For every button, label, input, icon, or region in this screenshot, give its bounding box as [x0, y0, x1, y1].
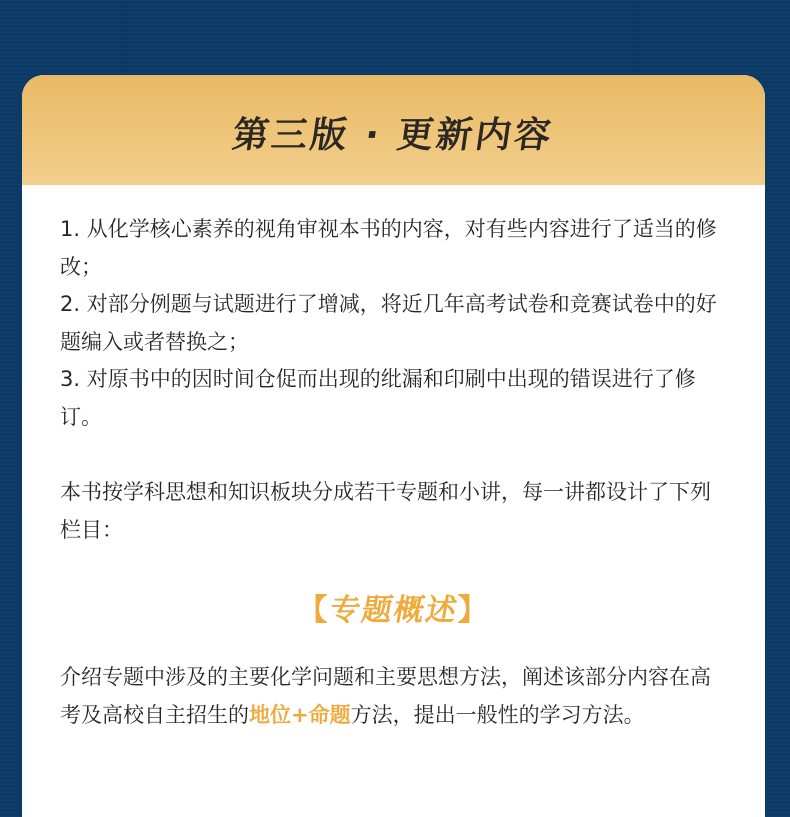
bracket-left: 【 — [297, 593, 330, 628]
spacer — [60, 436, 727, 474]
intro-paragraph: 本书按学科思想和知识板块分成若干专题和小讲，每一讲都设计了下列栏目： — [60, 480, 711, 542]
card-body — [22, 185, 765, 734]
update-item-2: 2. 对部分例题与试题进行了增减，将近几年高考试卷和竞赛试卷中的好题编入或者替换之； — [60, 292, 717, 354]
update-item-1: 1. 从化学核心素养的视角审视本书的内容，对有些内容进行了适当的修改； — [60, 217, 717, 279]
card-title: 第三版 · 更新内容 — [229, 114, 557, 156]
bracket-right: 】 — [457, 593, 490, 628]
update-item-3: 3. 对原书中的因时间仓促而出现的纰漏和印刷中出现的错误进行了修订。 — [60, 367, 696, 429]
section-title: 专题概述 — [326, 593, 461, 628]
section-heading — [60, 591, 727, 631]
section-desc-before: 介绍专题中涉及的主要化学问题和主要思想方法，阐述该部分内容在高考及高校自主招生的 — [60, 665, 711, 727]
section-desc-after: 方法，提出一般性的学习方法。 — [350, 702, 645, 727]
card-header — [22, 75, 765, 185]
section-description — [60, 659, 727, 734]
section-desc-highlight: 地位+命题 — [249, 702, 351, 727]
content-card — [22, 75, 765, 817]
